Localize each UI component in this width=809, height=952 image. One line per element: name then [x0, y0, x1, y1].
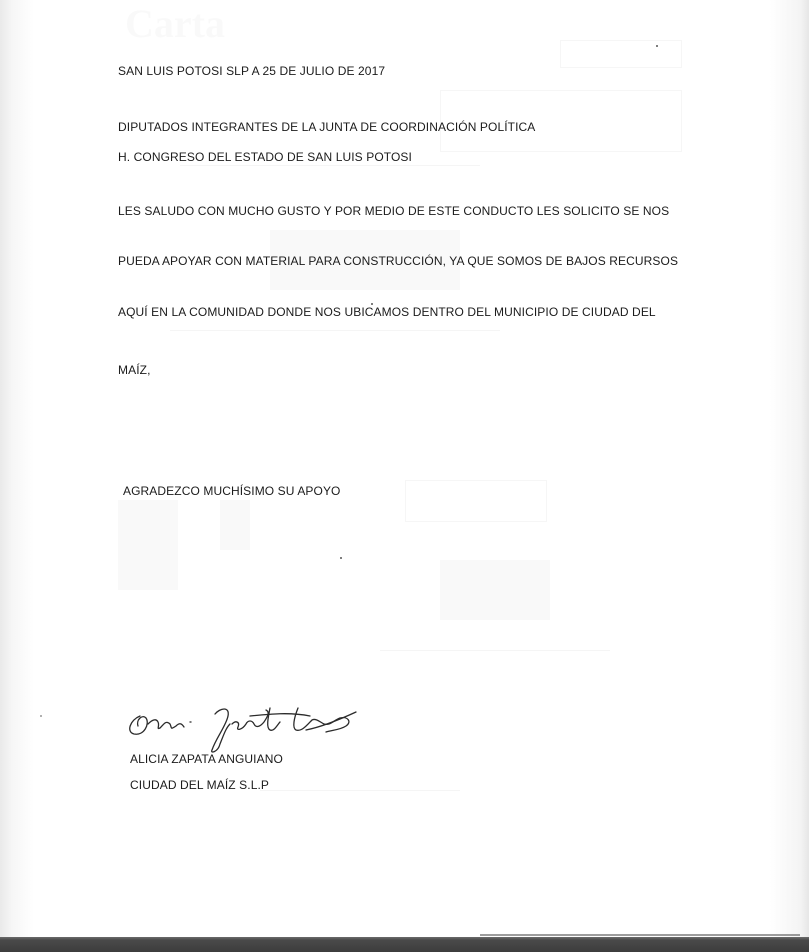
letter-date: SAN LUIS POTOSI SLP A 25 DE JULIO DE 2017 [118, 64, 386, 78]
scan-bottom-edge [0, 937, 809, 952]
letter-closing: AGRADEZCO MUCHÍSIMO SU APOYO [123, 484, 341, 498]
bleed-through-line [380, 650, 610, 651]
bleed-through-line [260, 790, 460, 791]
bleed-through-block [118, 500, 178, 590]
body-line-1: LES SALUDO CON MUCHO GUSTO Y POR MEDIO DE ESTE CONDUCTO LES SOLICITO SE NOS [118, 204, 670, 218]
body-line-3: AQUÍ EN LA COMUNIDAD DONDE NOS UBICAMOS DENTRO DEL MUNICIPIO DE CIUDAD DEL [118, 305, 656, 319]
bleed-through-heading [125, 0, 225, 47]
scan-speck [656, 45, 658, 47]
bleed-through-box [405, 480, 547, 522]
bleed-through-table [440, 560, 550, 620]
handwritten-signature [120, 694, 370, 754]
scan-speck [340, 557, 342, 559]
bleed-through-box [560, 40, 682, 68]
body-line-2: PUEDA APOYAR CON MATERIAL PARA CONSTRUCCIÓN, YA QUE SOMOS DE BAJOS RECURSOS [118, 254, 679, 268]
recipient-line-2: H. CONGRESO DEL ESTADO DE SAN LUIS POTOSI [118, 150, 412, 164]
bleed-through-line [170, 330, 500, 331]
signer-name: ALICIA ZAPATA ANGUIANO [130, 752, 283, 766]
body-line-4: MAÍZ, [118, 363, 151, 377]
bleed-through-block [220, 500, 250, 550]
recipient-line-1: DIPUTADOS INTEGRANTES DE LA JUNTA DE COORDINACIÓN POLÍTICA [118, 120, 536, 134]
signer-location: CIUDAD DEL MAÍZ S.L.P [130, 778, 270, 792]
scan-speck [40, 715, 42, 717]
scan-edge-line [480, 934, 800, 936]
bleed-through-line [180, 165, 480, 166]
